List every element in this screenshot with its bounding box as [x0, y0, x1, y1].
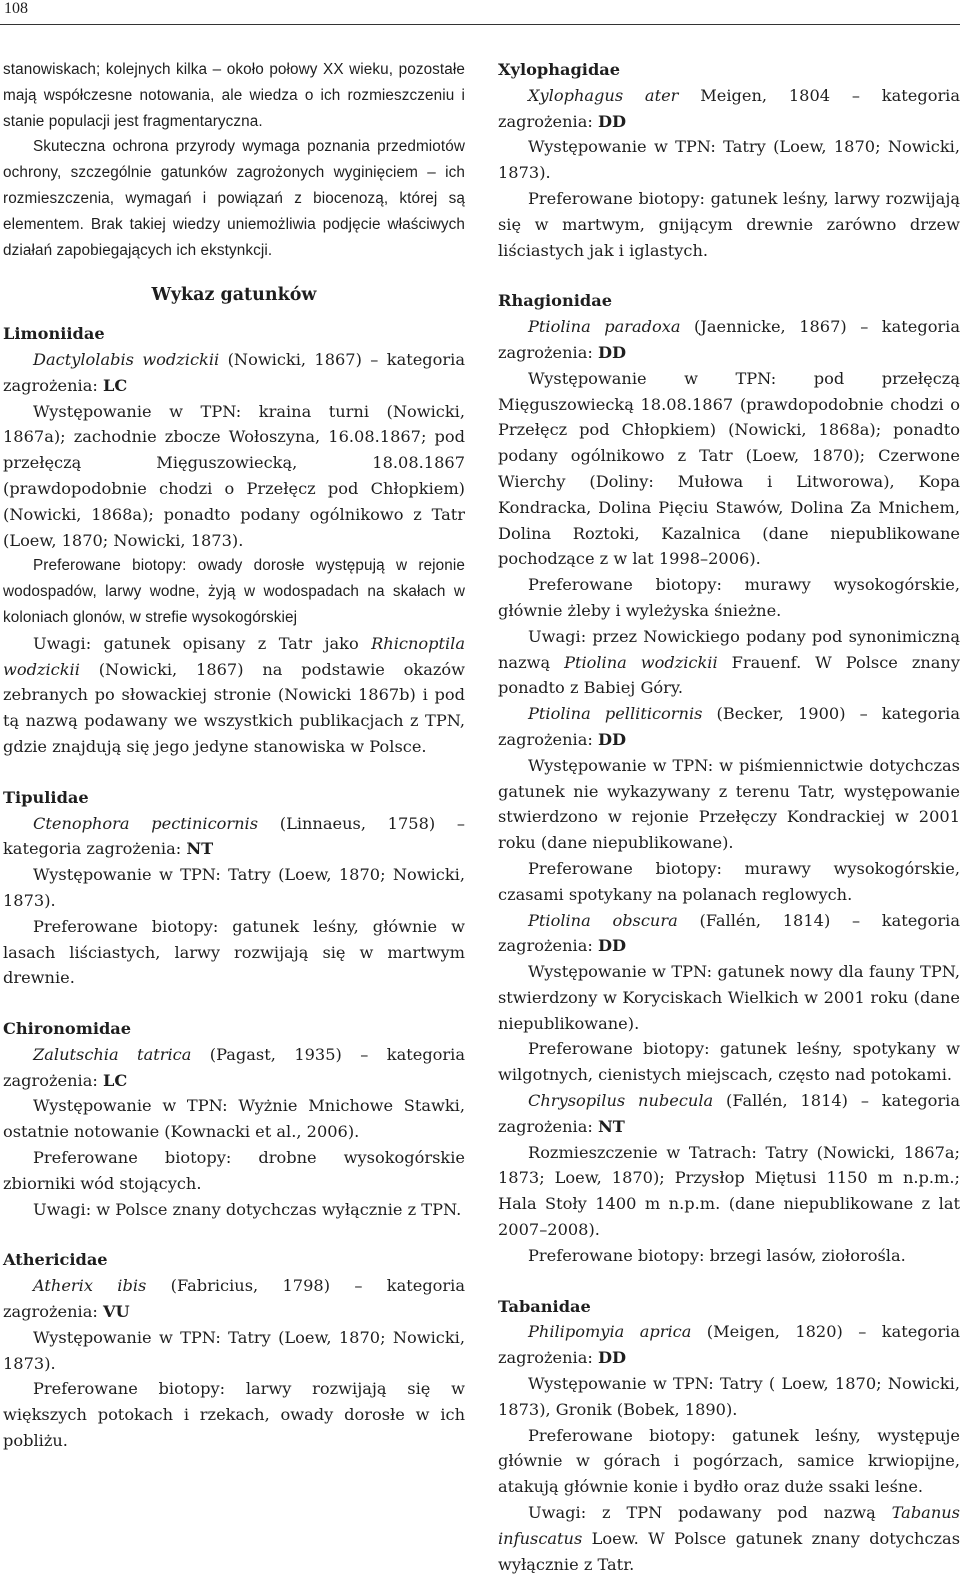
- species-author: (Meigen, 1820) – kategoria zagrożenia:: [498, 1322, 960, 1368]
- occurrence-text: Występowanie w TPN: Tatry (Loew, 1870; Nowicki, 1873).: [498, 137, 960, 183]
- threat-category: NT: [186, 839, 214, 859]
- occurrence-text: Występowanie w TPN: Tatry (Loew, 1870; Nowicki, 1873).: [3, 1327, 465, 1373]
- biotopes-text: Preferowane biotopy: murawy wysokogórskie, głównie żleby i wyleżyska śnieżne.: [498, 575, 960, 620]
- species-name: Philipomyia aprica: [528, 1322, 692, 1342]
- species-name: Dactylolabis wodzickii: [33, 349, 220, 369]
- note-text: [498, 624, 960, 701]
- species-name: Ctenophora pectinicornis: [33, 813, 259, 833]
- threat-category: VU: [103, 1302, 130, 1322]
- biotopes-text: Preferowane biotopy: gatunek leśny, występuje głównie w górach i pogórzach, samice krwiopijne, atakują głównie konie i bydło oraz duże ssaki leśne.: [498, 1425, 960, 1497]
- note-prefix: Uwagi: przez Nowickiego podany pod synonimiczną nazwą: [498, 626, 960, 672]
- species-author: (Fabricius, 1798) – kategoria zagrożenia:: [3, 1276, 465, 1322]
- species-name: Atherix ibis: [33, 1276, 147, 1296]
- occurrence-text: Występowanie w TPN: w piśmiennictwie dotychczas gatunek nie wykazywany z terenu Tatr, występowanie stwierdzono w rejonie Przełęczy Kondrackiej w 2001 roku (dane niepublikowane).: [498, 755, 960, 853]
- right-column: [498, 57, 960, 1577]
- family-heading-xylophagidae: Xylophagidae: [498, 60, 621, 79]
- species-author: (Pagast, 1935) – kategoria zagrożenia:: [3, 1044, 465, 1090]
- family-heading-tabanidae: Tabanidae: [498, 1296, 591, 1316]
- occurrence-text: Występowanie w TPN: kraina turni (Nowicki, 1867a); zachodnie zbocze Wołoszyna, 16.08.1867; pod przełęczą Mięguszowiecką, 18.08.1867 (prawdopodobnie chodzi o Przełęcz pod Chłopkiem) (Nowicki, 1868a); ponadto podany ogólnikowo z Tatr (Loew, 1870; Nowicki, 1873).: [3, 401, 465, 550]
- species-author: Meigen, 1804 – kategoria zagrożenia:: [498, 85, 960, 131]
- biotopes-text: Preferowane biotopy: brzegi lasów, ziołorośla.: [528, 1245, 906, 1265]
- note-species-name: Rhicnoptila wodzickii: [3, 633, 465, 679]
- page-number: 108: [4, 0, 28, 17]
- note-prefix: Uwagi: gatunek opisany z Tatr jako: [33, 633, 372, 653]
- species-name: Ptiolina paradoxa: [528, 317, 681, 337]
- occurrence-text: Występowanie w TPN: Wyżnie Mnichowe Stawki, ostatnie notowanie (Kownacki et al., 2006).: [3, 1096, 465, 1142]
- species-author: (Fallén, 1814) – kategoria zagrożenia:: [498, 910, 960, 956]
- family-heading-rhagionidae: Rhagionidae: [498, 291, 613, 311]
- intro-paragraph-2: Skuteczna ochrona przyrody wymaga poznania przedmiotów ochrony, szczególnie gatunków zagrożonych wyginięciem – ich rozmieszczenia, wymagań i powiązań z biocenozą, której są elementem. Brak takiej wiedzy uniemożliwia podjęcie właściwych działań zapobiegających ich ekstynkcji.: [3, 138, 465, 259]
- family-heading-athericidae: Athericidae: [3, 1250, 108, 1270]
- species-entry: [498, 1319, 960, 1371]
- species-name: Ptiolina obscura: [528, 910, 678, 930]
- threat-category: LC: [103, 375, 128, 395]
- note-suffix: (Nowicki, 1867) na podstawie okazów zebranych po słowackiej stronie (Nowicki 1867b) i pod tą nazwą podawany we wszystkich publikacjach z TPN, gdzie znajdują się jego jedyne stanowiska w Polsce.: [3, 659, 465, 756]
- species-author: (Nowicki, 1867) – kategoria zagrożenia:: [3, 349, 465, 395]
- biotopes-text: Preferowane biotopy: gatunek leśny, spotykany w wilgotnych, cienistych miejscach, często nad potokami.: [498, 1039, 960, 1085]
- note-suffix: Frauenf. W Polsce znany ponadto z Babiej Góry.: [498, 652, 960, 698]
- biotopes-text: Preferowane biotopy: larwy rozwijają się w większych potokach i rzekach, owady dorosłe w ich pobliżu.: [3, 1379, 465, 1451]
- header-rule: [0, 24, 960, 25]
- note-prefix: Uwagi: z TPN podawany pod nazwą: [528, 1503, 892, 1523]
- occurrence-text: Występowanie w TPN: gatunek nowy dla fauny TPN, stwierdzony w Koryciskach Wielkich w 2001 roku (dane niepublikowane).: [498, 962, 960, 1033]
- occurrence-text: Występowanie w TPN: Tatry (Loew, 1870; Nowicki, 1873).: [3, 865, 465, 910]
- species-name: Xylophagus ater: [528, 85, 679, 105]
- species-author: (Fallén, 1814) – kategoria zagrożenia:: [498, 1091, 960, 1136]
- species-entry: [3, 1273, 465, 1325]
- species-author: (Linnaeus, 1758) – kategoria zagrożenia:: [3, 813, 466, 859]
- threat-category: LC: [103, 1070, 128, 1090]
- species-author: (Jaennicke, 1867) – kategoria zagrożenia:: [498, 317, 960, 362]
- species-entry: [498, 1088, 960, 1140]
- species-author: (Becker, 1900) – kategoria zagrożenia:: [498, 704, 960, 749]
- species-name: Zalutschia tatrica: [33, 1044, 192, 1064]
- intro-paragraph-1: stanowiskach; kolejnych kilka – około połowy XX wieku, pozostałe mają współczesne notowania, ale wiedza o ich rozmieszczeniu i stanie populacji jest fragmentaryczna.: [3, 61, 465, 130]
- biotopes-text: Preferowane biotopy: owady dorosłe występują w rejonie wodospadów, larwy wodne, żyją w wodospadach na skałach w koloniach glonów, w strefie wysokogórskiej: [3, 557, 465, 626]
- left-column: [3, 57, 465, 1454]
- note-text: Uwagi: w Polsce znany dotychczas wyłącznie z TPN.: [33, 1199, 462, 1219]
- family-heading-limoniidae: Limoniidae: [3, 324, 105, 344]
- threat-category: NT: [598, 1116, 625, 1136]
- note-suffix: Loew. W Polsce gatunek znany dotychczas wyłącznie z Tatr.: [498, 1528, 960, 1574]
- species-entry: [498, 83, 960, 135]
- threat-category: DD: [598, 936, 627, 956]
- note-text: [3, 631, 465, 760]
- family-heading-chironomidae: Chironomidae: [3, 1019, 132, 1039]
- threat-category: DD: [598, 1348, 627, 1368]
- biotopes-text: Preferowane biotopy: gatunek leśny, głównie w lasach liściastych, larwy rozwijają się w martwym drewnie.: [3, 916, 465, 988]
- threat-category: DD: [598, 729, 627, 749]
- species-entry: [3, 1042, 465, 1094]
- threat-category: DD: [598, 342, 627, 362]
- species-entry: [498, 314, 960, 366]
- biotopes-text: Preferowane biotopy: gatunek leśny, larwy rozwijają się w martwym, gnijącym drewnie zarówno drzew liściastych jak i iglastych.: [498, 188, 960, 260]
- threat-category: DD: [598, 111, 627, 131]
- note-species-name: Tabanus infuscatus: [498, 1503, 960, 1548]
- occurrence-text: Występowanie w TPN: pod przełęczą Mięguszowiecką 18.08.1867 (prawdopodobnie chodzi o Przełęcz pod Chłopkiem) (Nowicki, 1868a); ponadto podany ogólnikowo z Tatr (Loew, 1870); Czerwone Wierchy (Doliny: Mułowa i Litworowa), Kopa Kondracka, Dolina Pięciu Stawów, Dolina Za Mnichem, Dolina Roztoki, Kazalnica (dane niepublikowane pochodzące z w lat 1998–2006).: [498, 368, 960, 569]
- distribution-text: Rozmieszczenie w Tatrach: Tatry (Nowicki, 1867a; 1873; Loew, 1870); Przysłop Miętusi 1150 m n.p.m.; Hala Stoły 1400 m n.p.m. (dane niepublikowane z lat 2007–2008).: [498, 1142, 960, 1240]
- occurrence-text: Występowanie w TPN: Tatry ( Loew, 1870; Nowicki, 1873), Gronik (Bobek, 1890).: [498, 1374, 960, 1419]
- species-name: Chrysopilus nubecula: [528, 1091, 714, 1111]
- biotopes-text: Preferowane biotopy: murawy wysokogórskie, czasami spotykany na polanach reglowych.: [498, 858, 960, 904]
- family-heading-tipulidae: Tipulidae: [3, 787, 89, 807]
- species-name: Ptiolina pelliticornis: [528, 704, 703, 724]
- species-list-title: Wykaz gatunków: [151, 285, 317, 306]
- note-species-name: Ptiolina wodzickii: [564, 652, 718, 672]
- species-entry: [3, 811, 465, 863]
- species-entry: [3, 347, 465, 399]
- species-entry: [498, 908, 960, 960]
- species-entry: [498, 701, 960, 753]
- biotopes-text: Preferowane biotopy: drobne wysokogórskie zbiorniki wód stojących.: [3, 1148, 465, 1193]
